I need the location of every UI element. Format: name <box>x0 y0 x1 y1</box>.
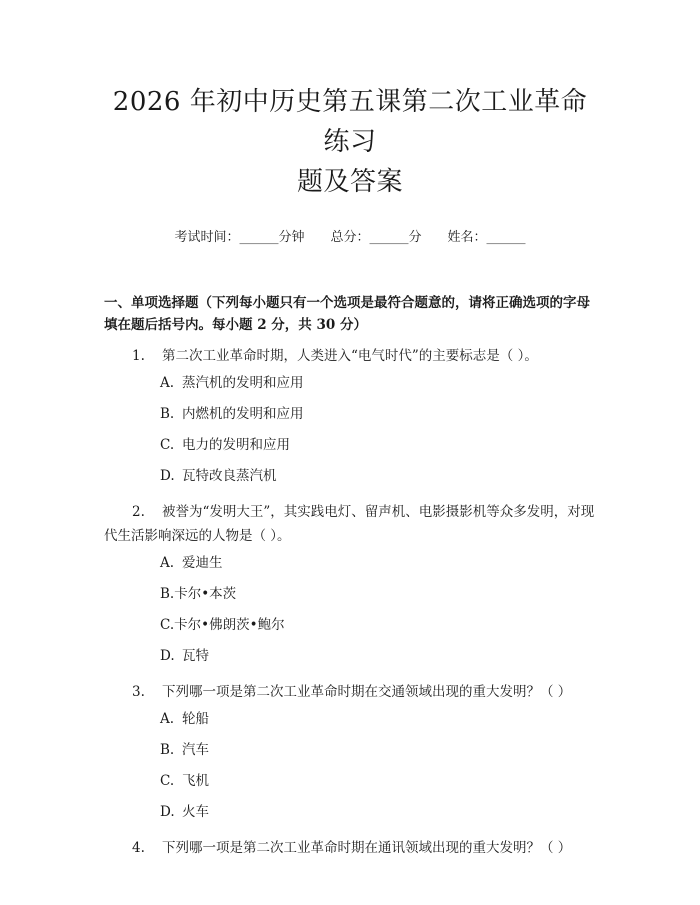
option-label: A. <box>160 711 175 727</box>
option-text: 电力的发明和应用 <box>182 437 290 453</box>
option-label: A. <box>160 375 175 391</box>
answer-option <box>104 797 596 828</box>
option-label: D. <box>160 648 175 664</box>
question-text: 被誉为“发明大王”，其实践电灯、留声机、电影摄影机等众多发明，对现代生活影响深远的人物是（ ）。 <box>104 504 595 544</box>
question-number: 2. <box>132 504 145 520</box>
answer-option <box>104 641 596 672</box>
option-label: C. <box>160 437 175 453</box>
answer-option <box>104 548 596 579</box>
section-heading: 一、单项选择题（下列每小题只有一个选项是最符合题意的，请将正确选项的字母填在题后括号内。每小题 2 分，共 30 分） <box>104 295 590 333</box>
option-text: 火车 <box>182 804 209 820</box>
option-text: 瓦特改良蒸汽机 <box>182 468 277 484</box>
answer-option <box>104 704 596 735</box>
question-number: 4. <box>132 840 145 856</box>
student-name-field: 姓名：______ <box>447 230 526 245</box>
option-text: 蒸汽机的发明和应用 <box>182 375 304 391</box>
total-score-field: 总分：______分 <box>330 230 422 245</box>
document-title <box>104 0 596 202</box>
question-stem <box>104 500 596 548</box>
option-text: C.卡尔•佛朗茨•鲍尔 <box>160 617 285 633</box>
question-stem <box>104 680 596 704</box>
question-number: 3. <box>132 684 145 700</box>
title-line-1: 2026 年初中历史第五课第二次工业革命练习 <box>112 87 588 157</box>
option-label: B. <box>160 742 175 758</box>
question-text: 第二次工业革命时期，人类进入“电气时代”的主要标志是（ ）。 <box>162 348 538 364</box>
question <box>104 680 596 828</box>
question <box>104 836 596 860</box>
option-label: A. <box>160 555 175 571</box>
answer-option <box>104 461 596 492</box>
answer-option <box>104 430 596 461</box>
option-label: D. <box>160 468 175 484</box>
option-text: 爱迪生 <box>182 555 223 571</box>
answer-option <box>104 610 596 641</box>
option-text: 瓦特 <box>182 648 209 664</box>
question-stem <box>104 344 596 368</box>
title-line-2: 题及答案 <box>296 167 403 197</box>
question-number: 1. <box>132 348 145 364</box>
question-text: 下列哪一项是第二次工业革命时期在交通领域出现的重大发明？（ ） <box>162 684 572 700</box>
exam-meta <box>104 226 596 246</box>
option-text: 轮船 <box>182 711 209 727</box>
option-text: 内燃机的发明和应用 <box>182 406 304 422</box>
answer-option <box>104 735 596 766</box>
option-label: D. <box>160 804 175 820</box>
question-stem <box>104 836 596 860</box>
question <box>104 344 596 492</box>
option-text: 飞机 <box>182 773 209 789</box>
answer-option <box>104 399 596 430</box>
option-text: 汽车 <box>182 742 209 758</box>
answer-option <box>104 368 596 399</box>
option-text: B.卡尔•本茨 <box>160 586 237 602</box>
question <box>104 500 596 672</box>
answer-option <box>104 766 596 797</box>
option-label: B. <box>160 406 175 422</box>
answer-option <box>104 579 596 610</box>
option-label: C. <box>160 773 175 789</box>
exam-time-field: 考试时间：______分钟 <box>174 230 305 245</box>
question-text: 下列哪一项是第二次工业革命时期在通讯领域出现的重大发明？（ ） <box>162 840 572 856</box>
